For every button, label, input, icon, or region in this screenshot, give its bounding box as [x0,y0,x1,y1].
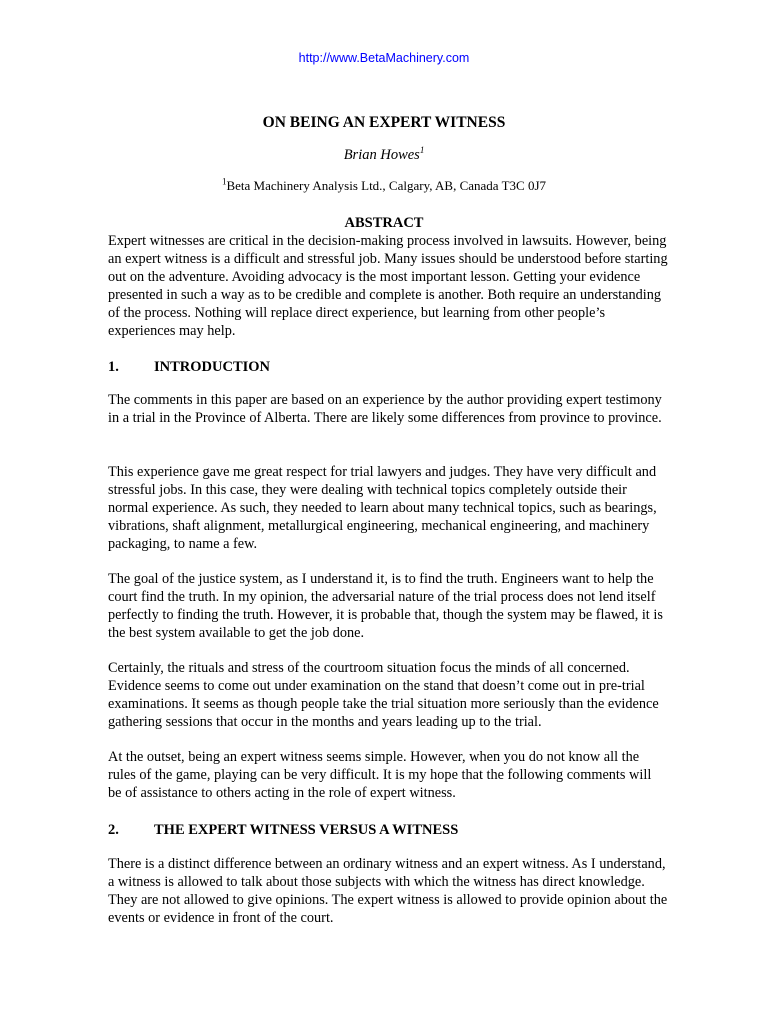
intro-paragraph-2: This experience gave me great respect for trial lawyers and judges. They have very difficult and stressful jobs. In this case, they were dealing with technical topics completely outside their normal experience. As such, they needed to learn about many technical topics, such as bearings, vibrations, shaft alignment, metallurgical engineering, mechanical engineering, and machinery packaging, to name a few. [108,464,657,552]
abstract-heading: ABSTRACT [344,215,424,231]
intro-paragraph-3: The goal of the justice system, as I understand it, is to find the truth. Engineers want to help the court find the truth. In my opinion, the adversarial nature of the trial process does not lend itself perfectly to finding the truth. However, it is probable that, though the system may be flawed, it is the best system available to get the job done. [108,571,663,641]
section-title: INTRODUCTION [154,359,271,375]
abstract-text: Expert witnesses are critical in the decision-making process involved in lawsuits. However, being an expert witness is a difficult and stressful job. Many issues should be understood before starting out on the adventure. Avoiding advocacy is the most important lesson. Getting your evidence presented in such a way as to be credible and complete is another. Both require an understanding of the process. Nothing will replace direct experience, but learning from other people’s experiences may help. [108,233,668,339]
section-number: 1. [108,359,119,375]
section-heading-introduction [108,358,668,376]
section-heading-expert-witness [108,821,668,839]
paper-title: ON BEING AN EXPERT WITNESS [262,114,506,131]
author-name: Brian Howes [343,147,420,163]
author-line [0,146,768,164]
header-url-link[interactable]: http://www.BetaMachinery.com [298,51,470,65]
affiliation-line [0,178,768,194]
intro-paragraph-5: At the outset, being an expert witness seems simple. However, when you do not know all the rules of the game, playing can be very difficult. It is my hope that the following comments will be of assistance to others acting in the role of expert witness. [108,749,652,801]
affiliation-text: Beta Machinery Analysis Ltd., Calgary, AB, Canada T3C 0J7 [226,178,547,193]
author-footnote-marker: 1 [419,145,425,156]
section-title: THE EXPERT WITNESS VERSUS A WITNESS [154,822,459,838]
intro-paragraph-4: Certainly, the rituals and stress of the courtroom situation focus the minds of all concerned. Evidence seems to come out under examination on the stand that doesn’t come out in pre-trial examinations. It seems as though people take the trial situation more seriously than the evidence gathering sessions that occur in the months and years leading up to the trial. [108,660,659,730]
section-number: 2. [108,822,119,838]
affiliation-footnote-marker: 1 [221,176,227,187]
section2-paragraph-1: There is a distinct difference between an ordinary witness and an expert witness. As I understand, a witness is allowed to talk about those subjects with which the witness has direct knowledge. They are not allowed to give opinions. The expert witness is allowed to provide opinion about the events or evidence in front of the court. [108,856,668,926]
intro-paragraph-1: The comments in this paper are based on an experience by the author providing expert testimony in a trial in the Province of Alberta. There are likely some differences from province to province. [108,392,662,426]
